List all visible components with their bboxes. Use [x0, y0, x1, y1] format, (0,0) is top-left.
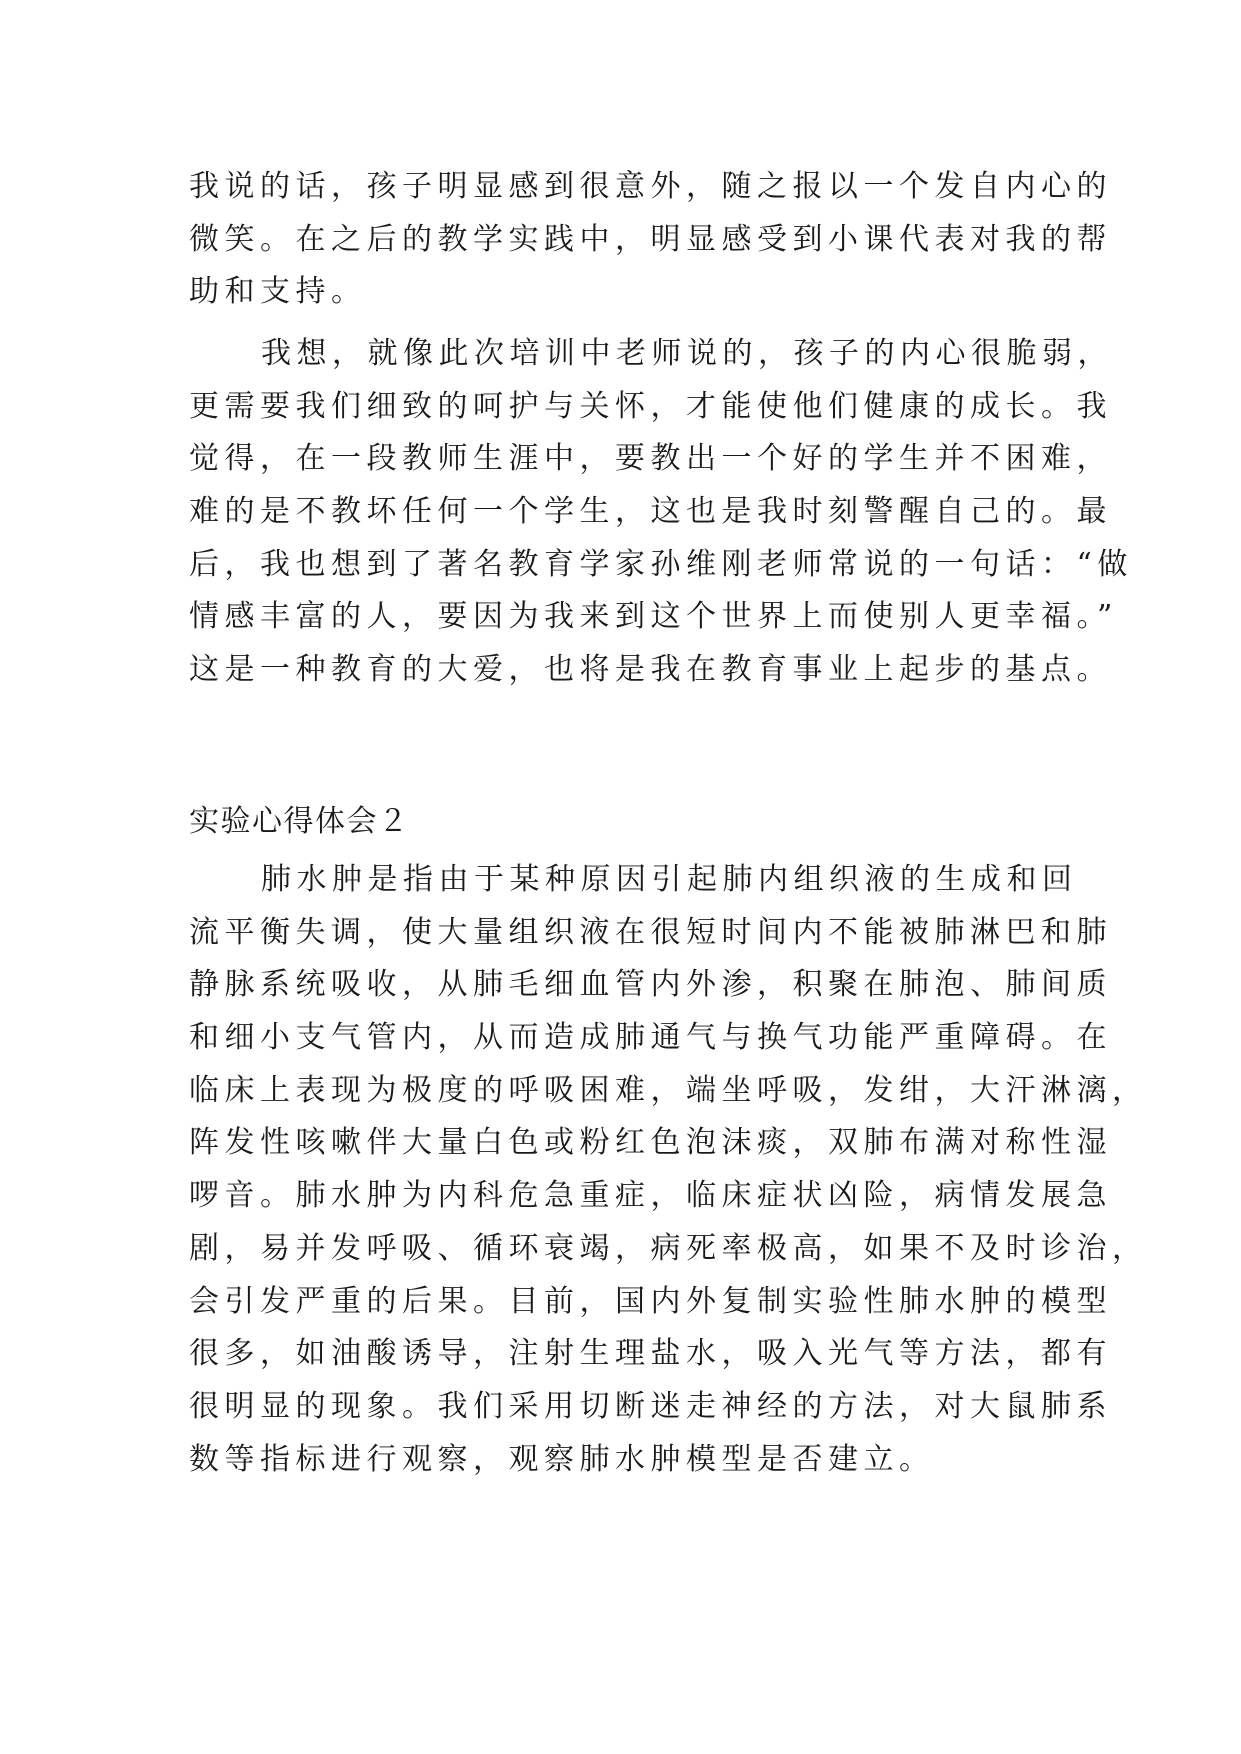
paragraph-3 — [189, 854, 1148, 1486]
paragraph-line: 流平衡失调，使大量组织液在很短时间内不能被肺淋巴和肺 — [189, 914, 1112, 950]
paragraph-line: 我想，就像此次培训中老师说的，孩子的内心很脆弱， — [261, 336, 1113, 371]
section-heading: 实验心得体会２ — [189, 804, 410, 839]
paragraph-line: 数等指标进行观察，观察肺水肿模型是否建立。 — [189, 1441, 935, 1477]
paragraph-line: 这是一种教育的大爱，也将是我在教育事业上起步的基点。 — [189, 652, 1112, 688]
paragraph-line: 静脉系统吸收，从肺毛细血管内外渗，积聚在肺泡、肺间质 — [189, 967, 1112, 1003]
paragraph-line: 觉得，在一段教师生涯中，要教出一个好的学生并不困难， — [189, 441, 1112, 477]
paragraph-line: 更需要我们细致的呵护与关怀，才能使他们健康的成长。我 — [189, 388, 1112, 424]
paragraph-line: 会引发严重的后果。目前，国内外复制实验性肺水肿的模型 — [189, 1283, 1112, 1319]
paragraph-line: 阵发性咳嗽伴大量白色或粉红色泡沫痰，双肺布满对称性湿 — [189, 1125, 1112, 1161]
paragraph-2 — [189, 328, 1133, 697]
paragraph-line: 很多，如油酸诱导，注射生理盐水，吸入光气等方法，都有 — [189, 1336, 1112, 1372]
paragraph-line: 和细小支气管内，从而造成肺通气与换气功能严重障碍。在 — [189, 1020, 1112, 1056]
paragraph-line: 助和支持。 — [189, 274, 367, 310]
paragraph-line: 临床上表现为极度的呼吸困难，端坐呼吸，发绀，大汗淋漓， — [189, 1072, 1148, 1108]
paragraph-line: 后，我也想到了著名教育学家孙维刚老师常说的一句话：“做 — [189, 546, 1133, 582]
paragraph-line: 很明显的现象。我们采用切断迷走神经的方法，对大鼠肺系 — [189, 1388, 1112, 1424]
paragraph-line: 啰音。肺水肿为内科危急重症，临床症状凶险，病情发展急 — [189, 1178, 1112, 1214]
paragraph-line: 肺水肿是指由于某种原因引起肺内组织液的生成和回 — [261, 862, 1078, 897]
paragraph-line: 微笑。在之后的教学实践中，明显感受到小课代表对我的帮 — [189, 221, 1112, 257]
paragraph-line: 情感丰富的人，要因为我来到这个世界上而使别人更幸福。” — [189, 599, 1118, 635]
paragraph-1 — [189, 161, 1112, 319]
paragraph-line: 难的是不教坏任何一个学生，这也是我时刻警醒自己的。最 — [189, 494, 1112, 530]
paragraph-line: 剧，易并发呼吸、循环衰竭，病死率极高，如果不及时诊治， — [189, 1230, 1148, 1266]
paragraph-line: 我说的话，孩子明显感到很意外，随之报以一个发自内心的 — [189, 169, 1112, 204]
